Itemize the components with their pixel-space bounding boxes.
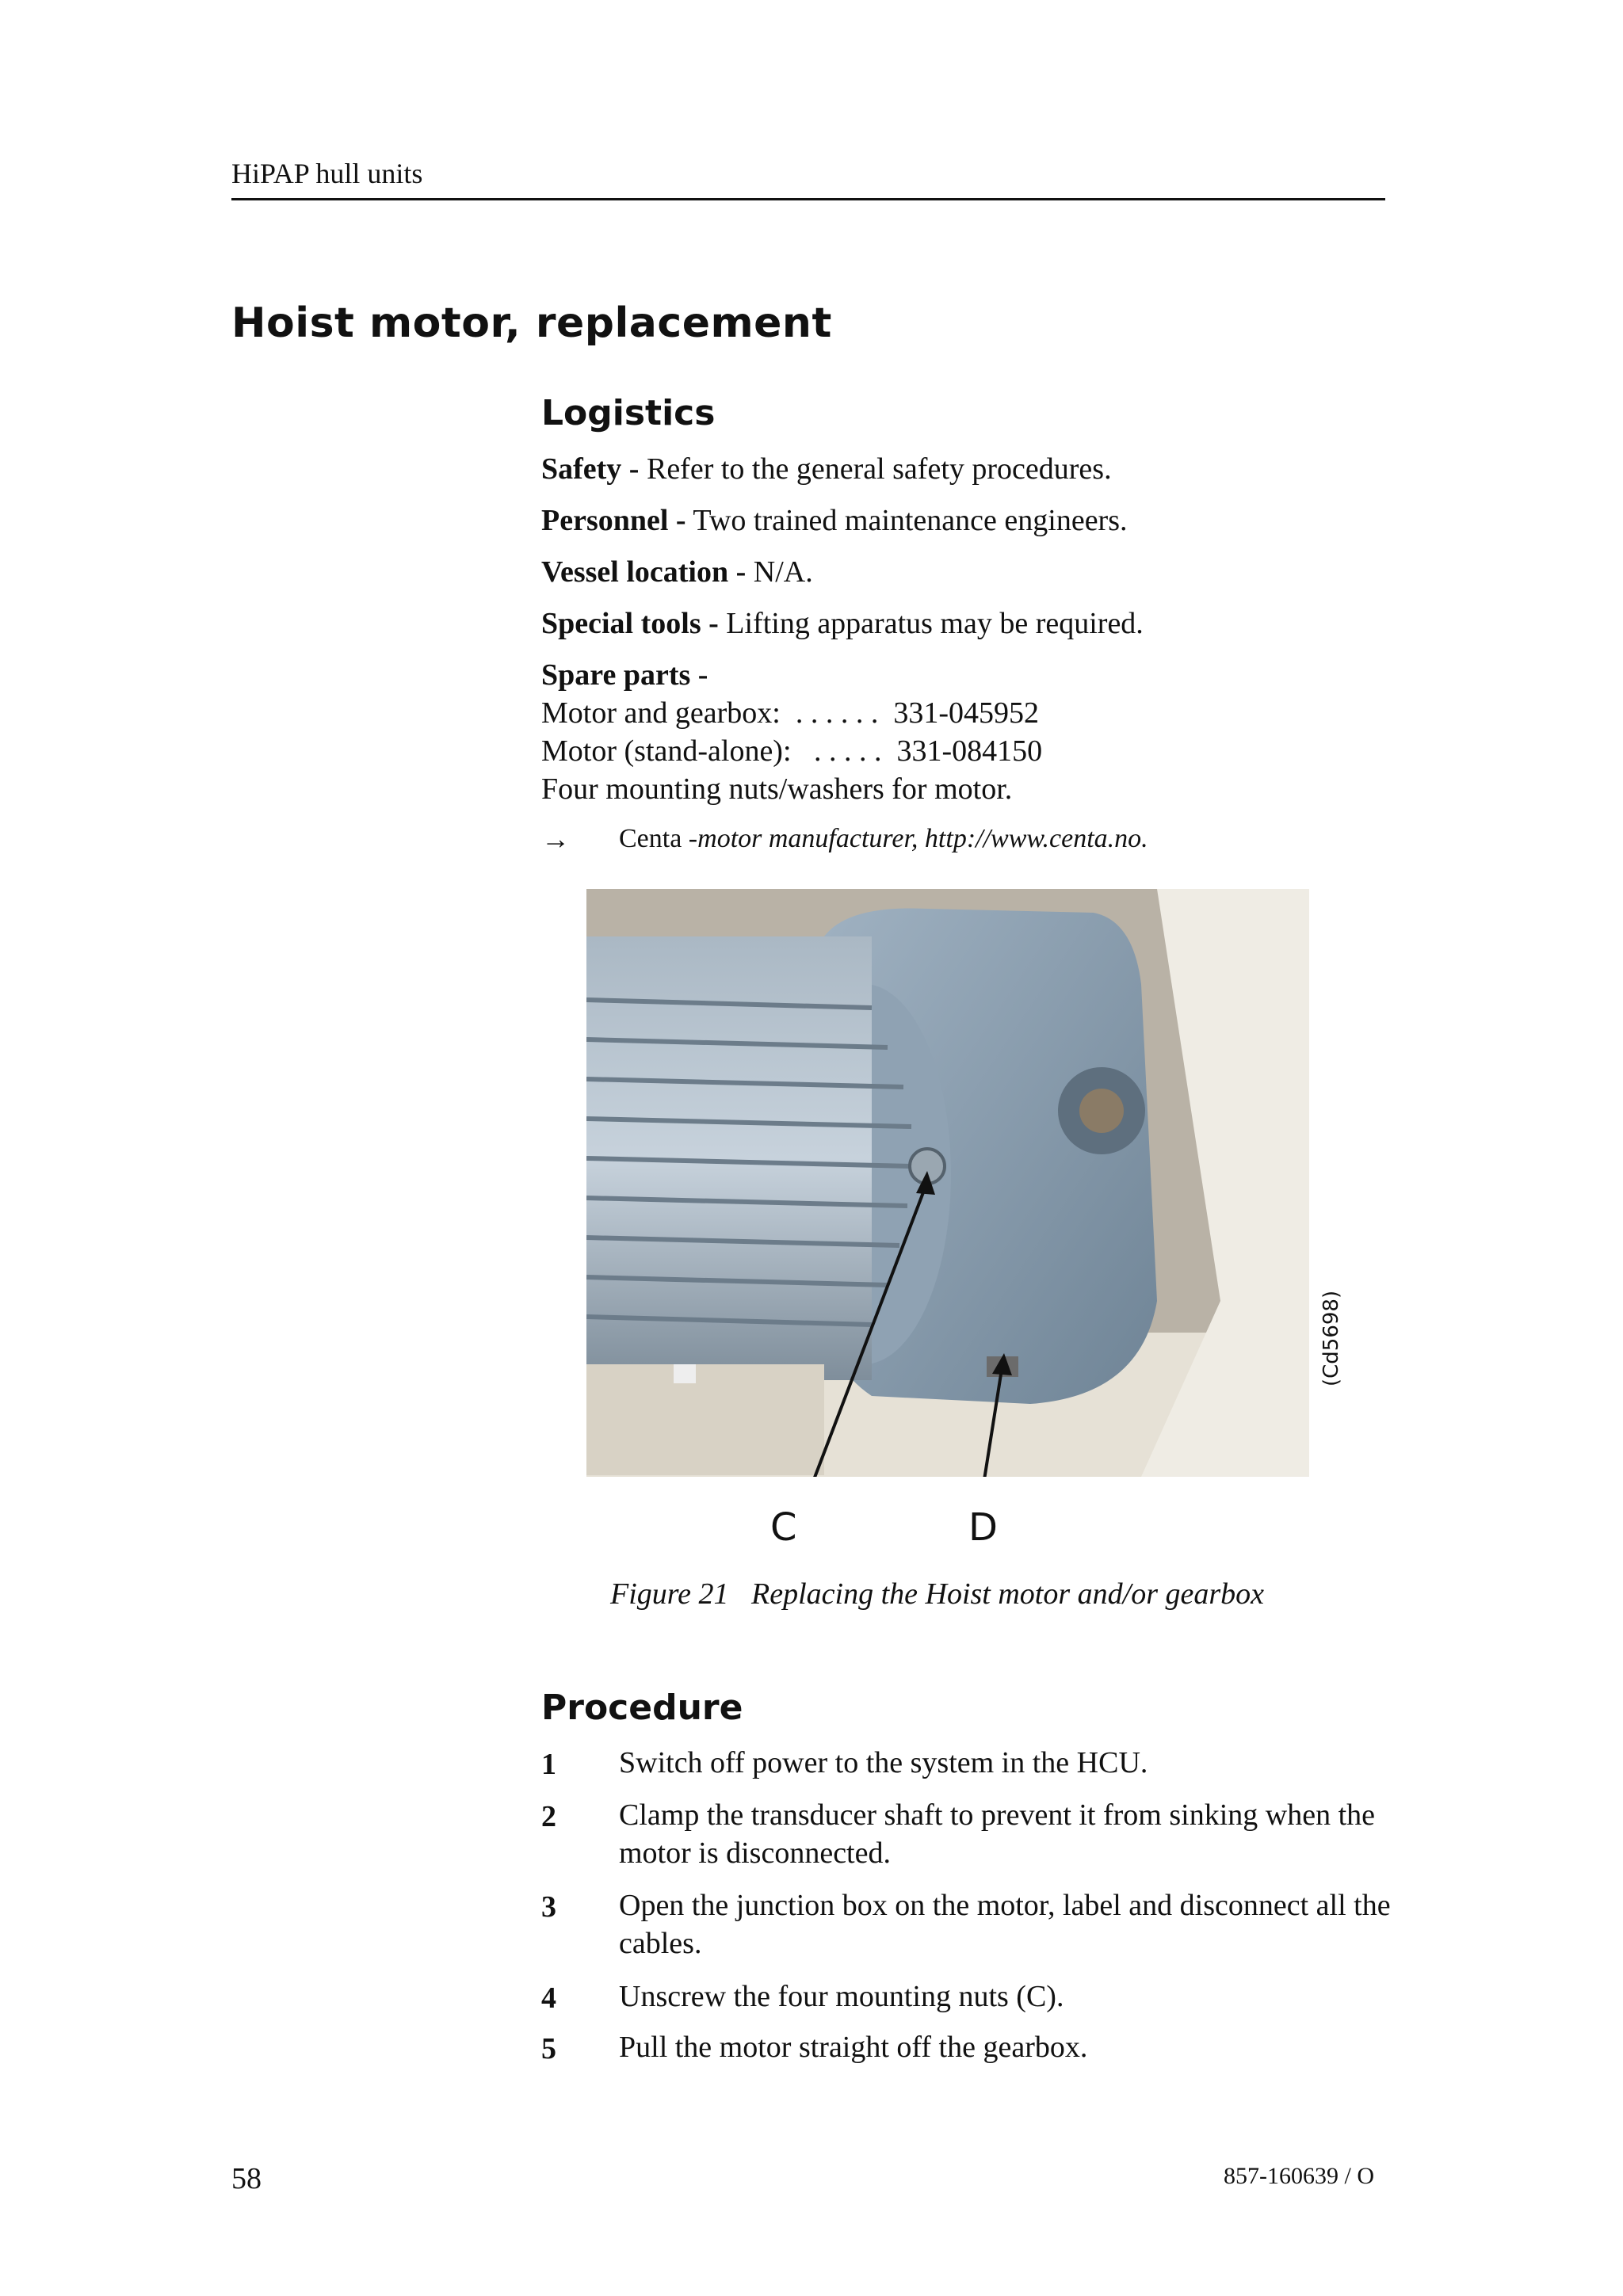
callout-d-label: D bbox=[968, 1505, 998, 1550]
reference-link-text[interactable]: motor manufacturer, http://www.centa.no. bbox=[697, 824, 1148, 853]
vessel-location-line bbox=[541, 553, 813, 591]
spare-part-number: 331-084150 bbox=[896, 734, 1043, 768]
special-tools-line bbox=[541, 605, 1144, 643]
safety-text: Refer to the general safety procedures. bbox=[639, 452, 1112, 486]
document-id: 857-160639 / O bbox=[1224, 2163, 1374, 2189]
safety-label: Safety - bbox=[541, 452, 640, 486]
spare-part-leader: . . . . . . bbox=[780, 696, 894, 730]
step-number: 1 bbox=[541, 1748, 556, 1781]
step-text: Clamp the transducer shaft to prevent it from sinking when the motor is disconnected. bbox=[619, 1798, 1375, 1870]
step-text: Open the junction box on the motor, label and disconnect all the cables. bbox=[619, 1889, 1391, 1960]
vessel-location-text: N/A. bbox=[746, 555, 813, 589]
step-number: 2 bbox=[541, 1800, 556, 1833]
spare-part-leader: . . . . . bbox=[791, 734, 897, 768]
header-rule bbox=[231, 198, 1385, 200]
spare-parts-label bbox=[541, 656, 708, 694]
manufacturer-reference bbox=[619, 824, 1148, 854]
special-tools-label: Special tools - bbox=[541, 607, 719, 640]
running-header: HiPAP hull units bbox=[231, 158, 423, 189]
spare-parts-note: Four mounting nuts/washers for motor. bbox=[541, 772, 1013, 806]
figure-caption: Figure 21 Replacing the Hoist motor and/or gearbox bbox=[610, 1577, 1264, 1611]
reference-plain: Centa - bbox=[619, 824, 698, 853]
personnel-label: Personnel - bbox=[541, 504, 686, 537]
personnel-line bbox=[541, 502, 1128, 540]
logistics-heading: Logistics bbox=[541, 393, 716, 433]
step-text: Unscrew the four mounting nuts (C). bbox=[619, 1980, 1064, 2013]
step-text: Switch off power to the system in the HCU. bbox=[619, 1746, 1148, 1779]
personnel-text: Two trained maintenance engineers. bbox=[685, 504, 1128, 537]
spare-part-row bbox=[541, 694, 1039, 732]
step-number: 3 bbox=[541, 1890, 556, 1924]
page-title: Hoist motor, replacement bbox=[231, 299, 832, 347]
spare-part-name: Motor (stand-alone): bbox=[541, 734, 792, 768]
spare-parts-label-text: Spare parts - bbox=[541, 658, 708, 692]
procedure-heading: Procedure bbox=[541, 1688, 743, 1728]
spare-part-number: 331-045952 bbox=[893, 696, 1039, 730]
page-number: 58 bbox=[231, 2162, 262, 2195]
step-number: 4 bbox=[541, 1981, 556, 2015]
callout-c-label: C bbox=[770, 1505, 797, 1550]
figure-code: (Cd5698) bbox=[1319, 1290, 1343, 1386]
vessel-location-label: Vessel location - bbox=[541, 555, 747, 589]
hoist-motor-photo bbox=[586, 889, 1309, 1477]
safety-line bbox=[541, 450, 1112, 488]
spare-part-name: Motor and gearbox: bbox=[541, 696, 781, 730]
step-number: 5 bbox=[541, 2032, 556, 2065]
special-tools-text: Lifting apparatus may be required. bbox=[718, 607, 1144, 640]
reference-arrow-icon: → bbox=[541, 823, 570, 855]
spare-part-row bbox=[541, 732, 1042, 770]
step-text: Pull the motor straight off the gearbox. bbox=[619, 2031, 1088, 2064]
